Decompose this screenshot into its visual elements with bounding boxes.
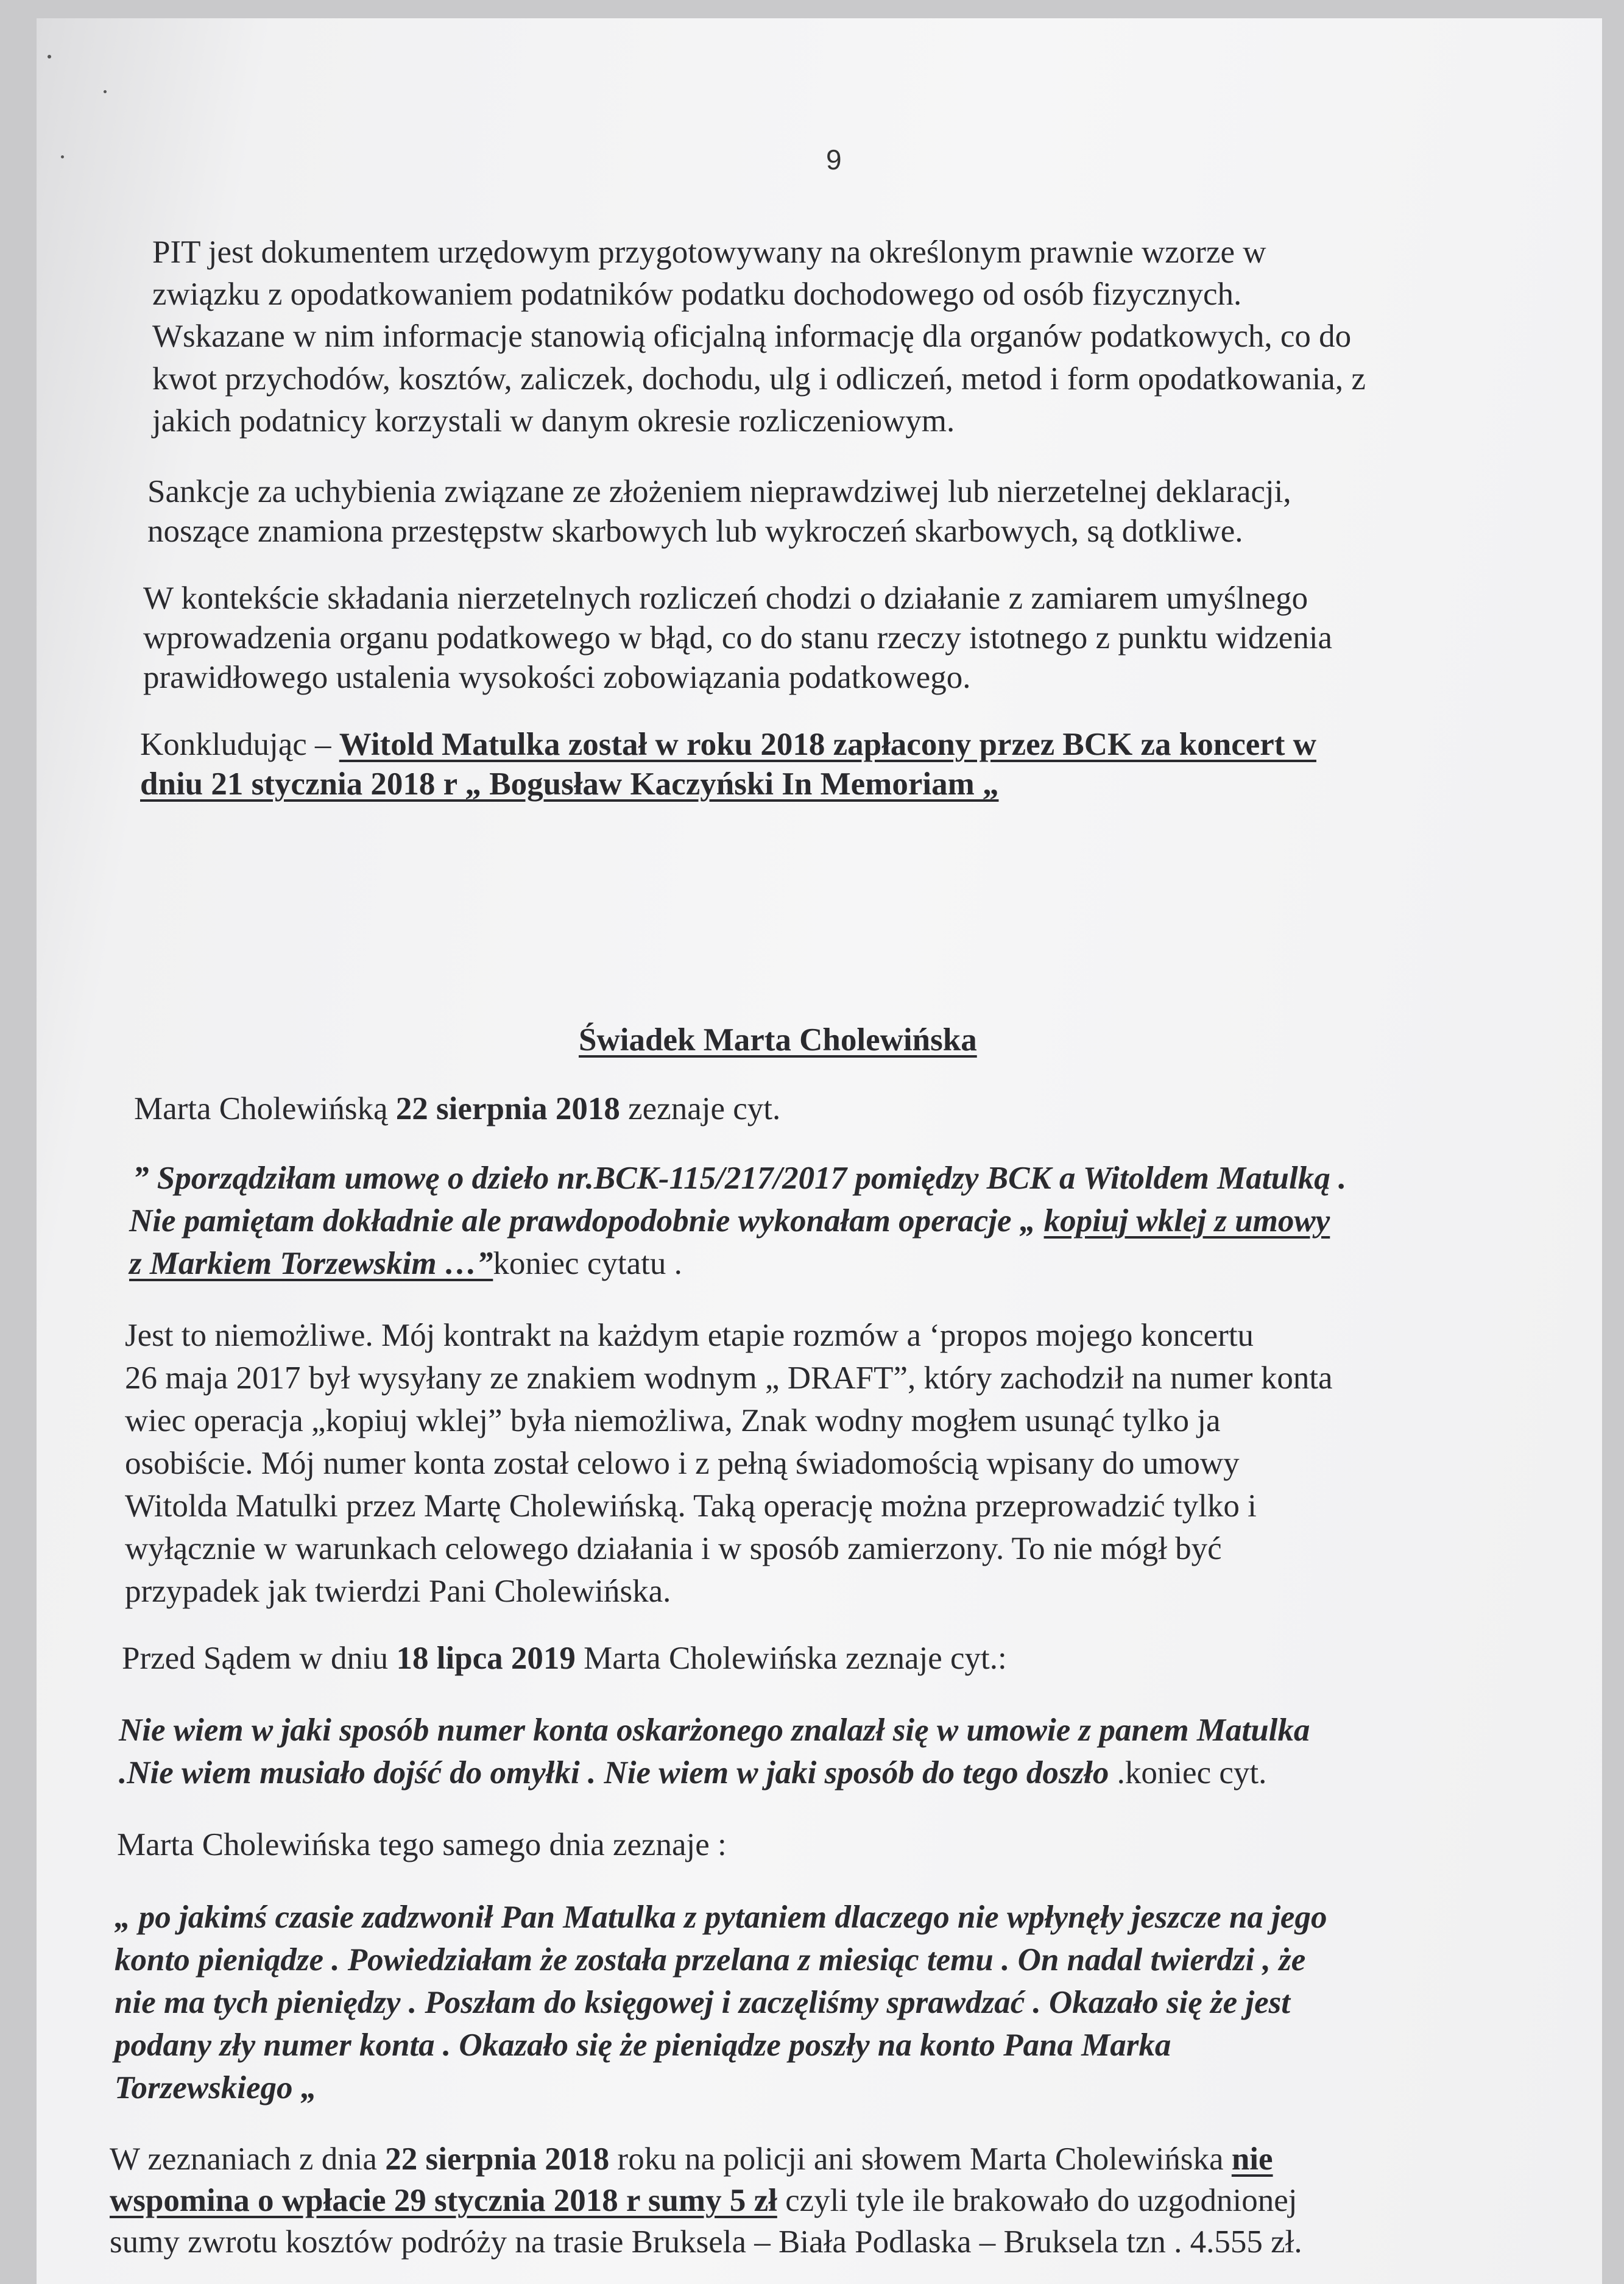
final-text: czyli tyle ile brakowało do uzgodnionej xyxy=(777,2183,1297,2218)
final-date: 22 sierpnia 2018 xyxy=(385,2141,610,2177)
text-line: „ po jakimś czasie zadzwonił Pan Matulka z pytaniem dlaczego nie wpłynęły jeszcze na jego xyxy=(115,1900,1327,1935)
text-line xyxy=(129,1201,1330,1240)
page-number: 9 xyxy=(826,144,842,175)
court-line xyxy=(122,1639,1007,1678)
same-day-line: Marta Cholewińska tego samego dnia zeznaje : xyxy=(117,1827,727,1862)
text-line: Nie wiem w jaki sposób numer konta oskarżonego znalazł się w umowie z panem Matulka xyxy=(119,1713,1310,1748)
conclusion-prefix: Konkludując – xyxy=(140,727,339,762)
text-line xyxy=(129,1244,682,1283)
text-line: wyłącznie w warunkach celowego działania i w sposób zamierzony. To nie mógł być xyxy=(125,1531,1222,1566)
quote-text: Nie pamiętam dokładnie ale prawdopodobnie wykonałam operacje „ xyxy=(129,1203,1044,1239)
court-text: Przed Sądem w dniu xyxy=(122,1641,397,1676)
text-line: Witolda Matulki przez Martę Cholewińską. Taką operację można przeprowadzić tylko i xyxy=(125,1488,1257,1524)
text-line: Sankcje za uchybienia związane ze złożeniem nieprawdziwej lub nierzetelnej deklaracji, xyxy=(147,474,1291,509)
intro-date: 22 sierpnia 2018 xyxy=(395,1091,620,1126)
text-line: jakich podatnicy korzystali w danym okresie rozliczeniowym. xyxy=(152,403,955,439)
text-line: osobiście. Mój numer konta został celowo i z pełną świadomością wpisany do umowy xyxy=(125,1446,1240,1481)
text-line: noszące znamiona przestępstw skarbowych lub wykroczeń skarbowych, są dotkliwe. xyxy=(147,514,1243,549)
ink-mark xyxy=(61,155,64,158)
quote-end: koniec cytatu . xyxy=(493,1246,682,1281)
text-line: przypadek jak twierdzi Pani Cholewińska. xyxy=(125,1574,671,1609)
text-line xyxy=(119,1753,1266,1792)
text-line: sumy zwrotu kosztów podróży na trasie Bruksela – Biała Podlaska – Bruksela tzn . 4.555 zł. xyxy=(110,2224,1302,2260)
final-underlined: nie xyxy=(1231,2141,1273,2177)
conclusion-bold-line: dniu 21 stycznia 2018 r „ Bogusław Kaczyński In Memoriam „ xyxy=(140,766,999,802)
text-line xyxy=(110,2181,1297,2220)
text-line: wiec operacja „kopiuj wklej” była niemożliwa, Znak wodny mogłem usunąć tylko ja xyxy=(125,1403,1221,1438)
text-line: Torzewskiego „ xyxy=(115,2070,317,2105)
testimony-intro xyxy=(134,1089,780,1128)
text-line: konto pieniądze . Powiedziałam że została przelana z miesiąc temu . On nadal twierdzi , że xyxy=(115,1942,1306,1978)
text-line xyxy=(110,2140,1273,2179)
text-line: kwot przychodów, kosztów, zaliczek, dochodu, ulg i odliczeń, metod i form opodatkowania, z xyxy=(152,361,1366,397)
text-line: Jest to niemożliwe. Mój kontrakt na każdym etapie rozmów a ‘propos mojego koncertu xyxy=(125,1318,1254,1353)
witness-heading: Świadek Marta Cholewińska xyxy=(579,1022,977,1058)
text-line: Wskazane w nim informacje stanowią oficjalną informację dla organów podatkowych, co do xyxy=(152,319,1352,354)
quote-text: .Nie wiem musiało dojść do omyłki . Nie wiem w jaki sposób do tego doszło xyxy=(119,1755,1109,1791)
quote-underlined: kopiuj wklej z umowy xyxy=(1043,1203,1330,1239)
final-text: W zeznaniach z dnia xyxy=(110,2141,386,2177)
final-text: roku na policji ani słowem Marta Cholewińska xyxy=(609,2141,1232,2177)
text-line: PIT jest dokumentem urzędowym przygotowywany na określonym prawnie wzorze w xyxy=(152,235,1266,270)
quote-end: .koniec cyt. xyxy=(1109,1755,1267,1791)
text-line: 26 maja 2017 był wysyłany ze znakiem wodnym „ DRAFT”, który zachodził na numer konta xyxy=(125,1360,1333,1396)
text-line: ” Sporządziłam umowę o dzieło nr.BCK-115/217/2017 pomiędzy BCK a Witoldem Matulką . xyxy=(133,1161,1347,1196)
text-line: związku z opodatkowaniem podatników podatku dochodowego od osób fizycznych. xyxy=(152,277,1242,312)
ink-mark xyxy=(104,90,107,93)
text-line: wprowadzenia organu podatkowego w błąd, co do stanu rzeczy istotnego z punktu widzenia xyxy=(143,620,1333,656)
text-line xyxy=(140,725,1316,764)
text-line: W kontekście składania nierzetelnych rozliczeń chodzi o działanie z zamiarem umyślnego xyxy=(143,581,1308,616)
intro-text-end: zeznaje cyt. xyxy=(620,1091,781,1126)
court-text-end: Marta Cholewińska zeznaje cyt.: xyxy=(575,1641,1007,1676)
court-date: 18 lipca 2019 xyxy=(396,1641,576,1676)
text-line: nie ma tych pieniędzy . Poszłam do księgowej i zaczęliśmy sprawdzać . Okazało się że jest xyxy=(115,1985,1290,2020)
intro-text: Marta Cholewińską xyxy=(134,1091,396,1126)
text-line: podany zły numer konta . Okazało się że pieniądze poszły na konto Pana Marka xyxy=(115,2028,1171,2063)
ink-mark xyxy=(48,55,51,58)
final-underlined: wspomina o wpłacie 29 stycznia 2018 r sumy 5 zł xyxy=(110,2183,777,2218)
conclusion-bold: Witold Matulka został w roku 2018 zapłacony przez BCK za koncert w xyxy=(339,727,1316,762)
paper-sheet xyxy=(37,18,1602,2284)
quote-underlined: z Markiem Torzewskim …” xyxy=(129,1246,493,1281)
text-line: prawidłowego ustalenia wysokości zobowiązania podatkowego. xyxy=(143,660,971,695)
